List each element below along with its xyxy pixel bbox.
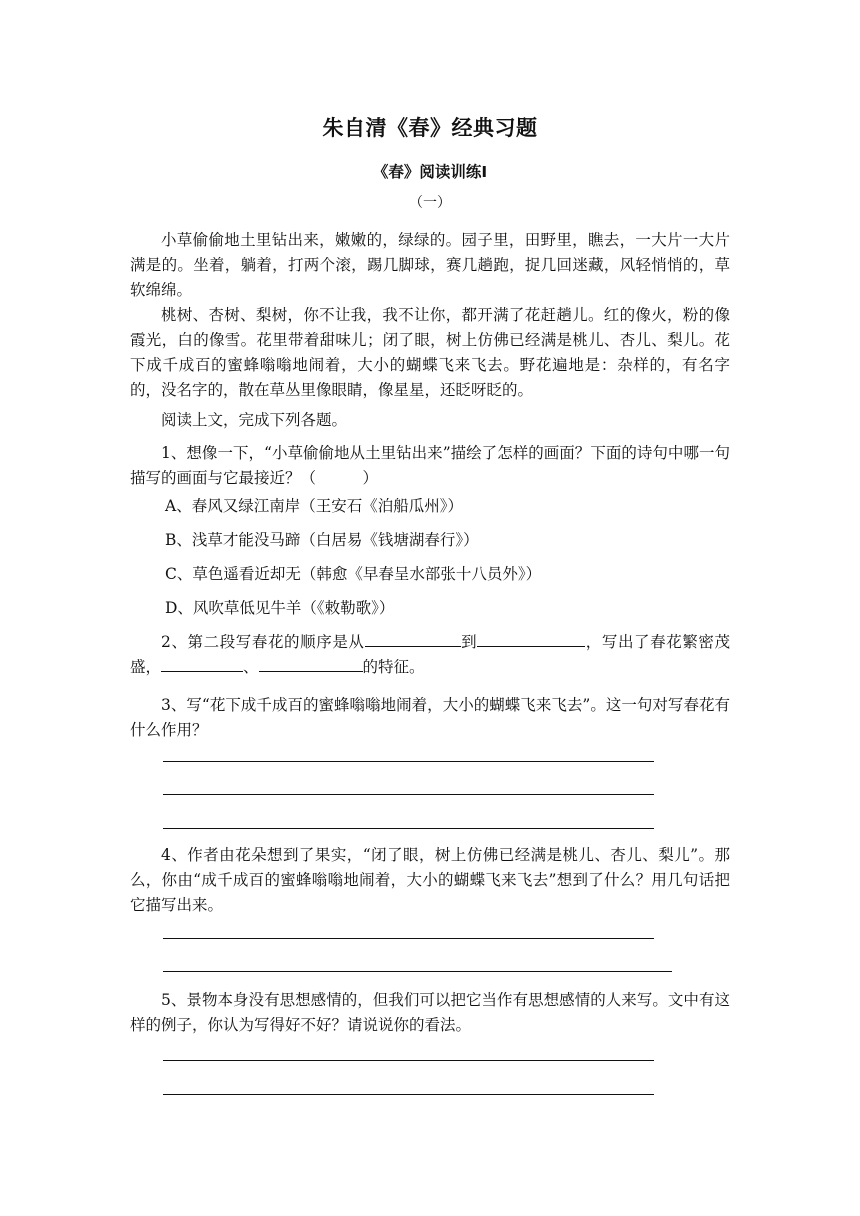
- instruction-text: 阅读上文，完成下列各题。: [161, 411, 348, 429]
- question-3: [130, 693, 730, 743]
- question-2-text: [130, 630, 730, 680]
- answer-blank-4[interactable]: [259, 655, 363, 672]
- answer-line-q4-2[interactable]: [163, 971, 672, 972]
- passage-2: [130, 303, 730, 403]
- question-5: [130, 988, 730, 1038]
- question-2-part-2: 到: [460, 633, 478, 651]
- answer-line-q5-1[interactable]: [163, 1060, 654, 1061]
- question-2-part-1: 2、第二段写春花的顺序是从: [161, 633, 365, 651]
- section-number: （一）: [409, 195, 451, 211]
- passage-paragraph-2: 桃树、杏树、梨树，你不让我，我不让你，都开满了花赶趟儿。红的像火，粉的像霞光，白的像雪。花里带着甜味儿；闭了眼，树上仿佛已经满是桃儿、杏儿、梨儿。花下成千成百的蜜蜂嗡嗡地闹着，大小的蝴蝶飞来飞去。野花遍地是：杂样的，有名字的，没名字的，散在草丛里像眼睛，像星星，还眨呀眨的。: [130, 306, 730, 399]
- question-4-text: 4、作者由花朵想到了果实，“闭了眼，树上仿佛已经满是桃儿、杏儿、梨儿”。那么，你由“成千成百的蜜蜂嗡嗡地闹着，大小的蝴蝶飞来飞去”想到了什么？用几句话把它描写出来。: [130, 846, 730, 914]
- option-a: A、春风又绿江南岸（王安石《泊船瓜州》）: [165, 497, 463, 515]
- question-2-part-5: 的特征。: [362, 658, 425, 676]
- question-4: [130, 843, 730, 918]
- passage: [130, 228, 730, 303]
- question-3-text: 3、写“花下成千成百的蜜蜂嗡嗡地闹着，大小的蝴蝶飞来飞去”。这一句对写春花有什么作用？: [130, 696, 730, 739]
- question-2-part-4: 、: [243, 658, 259, 676]
- answer-blank-1[interactable]: [365, 630, 461, 647]
- question-1: [130, 441, 730, 491]
- passage-paragraph-1: 小草偷偷地土里钻出来，嫩嫩的，绿绿的。园子里，田野里，瞧去，一大片一大片满是的。坐着，躺着，打两个滚，踢几脚球，赛几趟跑，捉几回迷藏，风轻悄悄的，草软绵绵。: [130, 231, 730, 299]
- answer-line-q3-2[interactable]: [163, 794, 654, 795]
- answer-line-q4-1[interactable]: [163, 938, 654, 939]
- answer-line-q3-3[interactable]: [163, 828, 654, 829]
- question-2: [130, 630, 730, 680]
- answer-line-q5-2[interactable]: [163, 1094, 654, 1095]
- question-1-options: [130, 494, 730, 621]
- option-c: C、草色遥看近却无（韩愈《早春呈水部张十八员外》）: [165, 565, 542, 583]
- answer-blank-2[interactable]: [477, 630, 585, 647]
- question-2-part-3: ，写出了春花繁密茂盛，: [130, 633, 730, 676]
- question-1-text: 1、想像一下，“小草偷偷地从土里钻出来”描绘了怎样的画面？下面的诗句中哪一句描写的画面与它最接近？（ ）: [130, 444, 730, 487]
- answer-blank-3[interactable]: [161, 655, 243, 672]
- question-5-text: 5、景物本身没有思想感情的，但我们可以把它当作有思想感情的人来写。文中有这样的例子，你认为写得好不好？请说说你的看法。: [130, 991, 730, 1034]
- page-title: 朱自清《春》经典习题: [322, 116, 538, 140]
- answer-line-q3-1[interactable]: [163, 761, 654, 762]
- page-subtitle: 《春》阅读训练Ⅰ: [372, 163, 488, 181]
- option-b: B、浅草才能没马蹄（白居易《钱塘湖春行》）: [165, 531, 479, 549]
- instruction-block: [130, 408, 730, 433]
- option-d: D、风吹草低见牛羊（《敕勒歌》）: [165, 599, 395, 617]
